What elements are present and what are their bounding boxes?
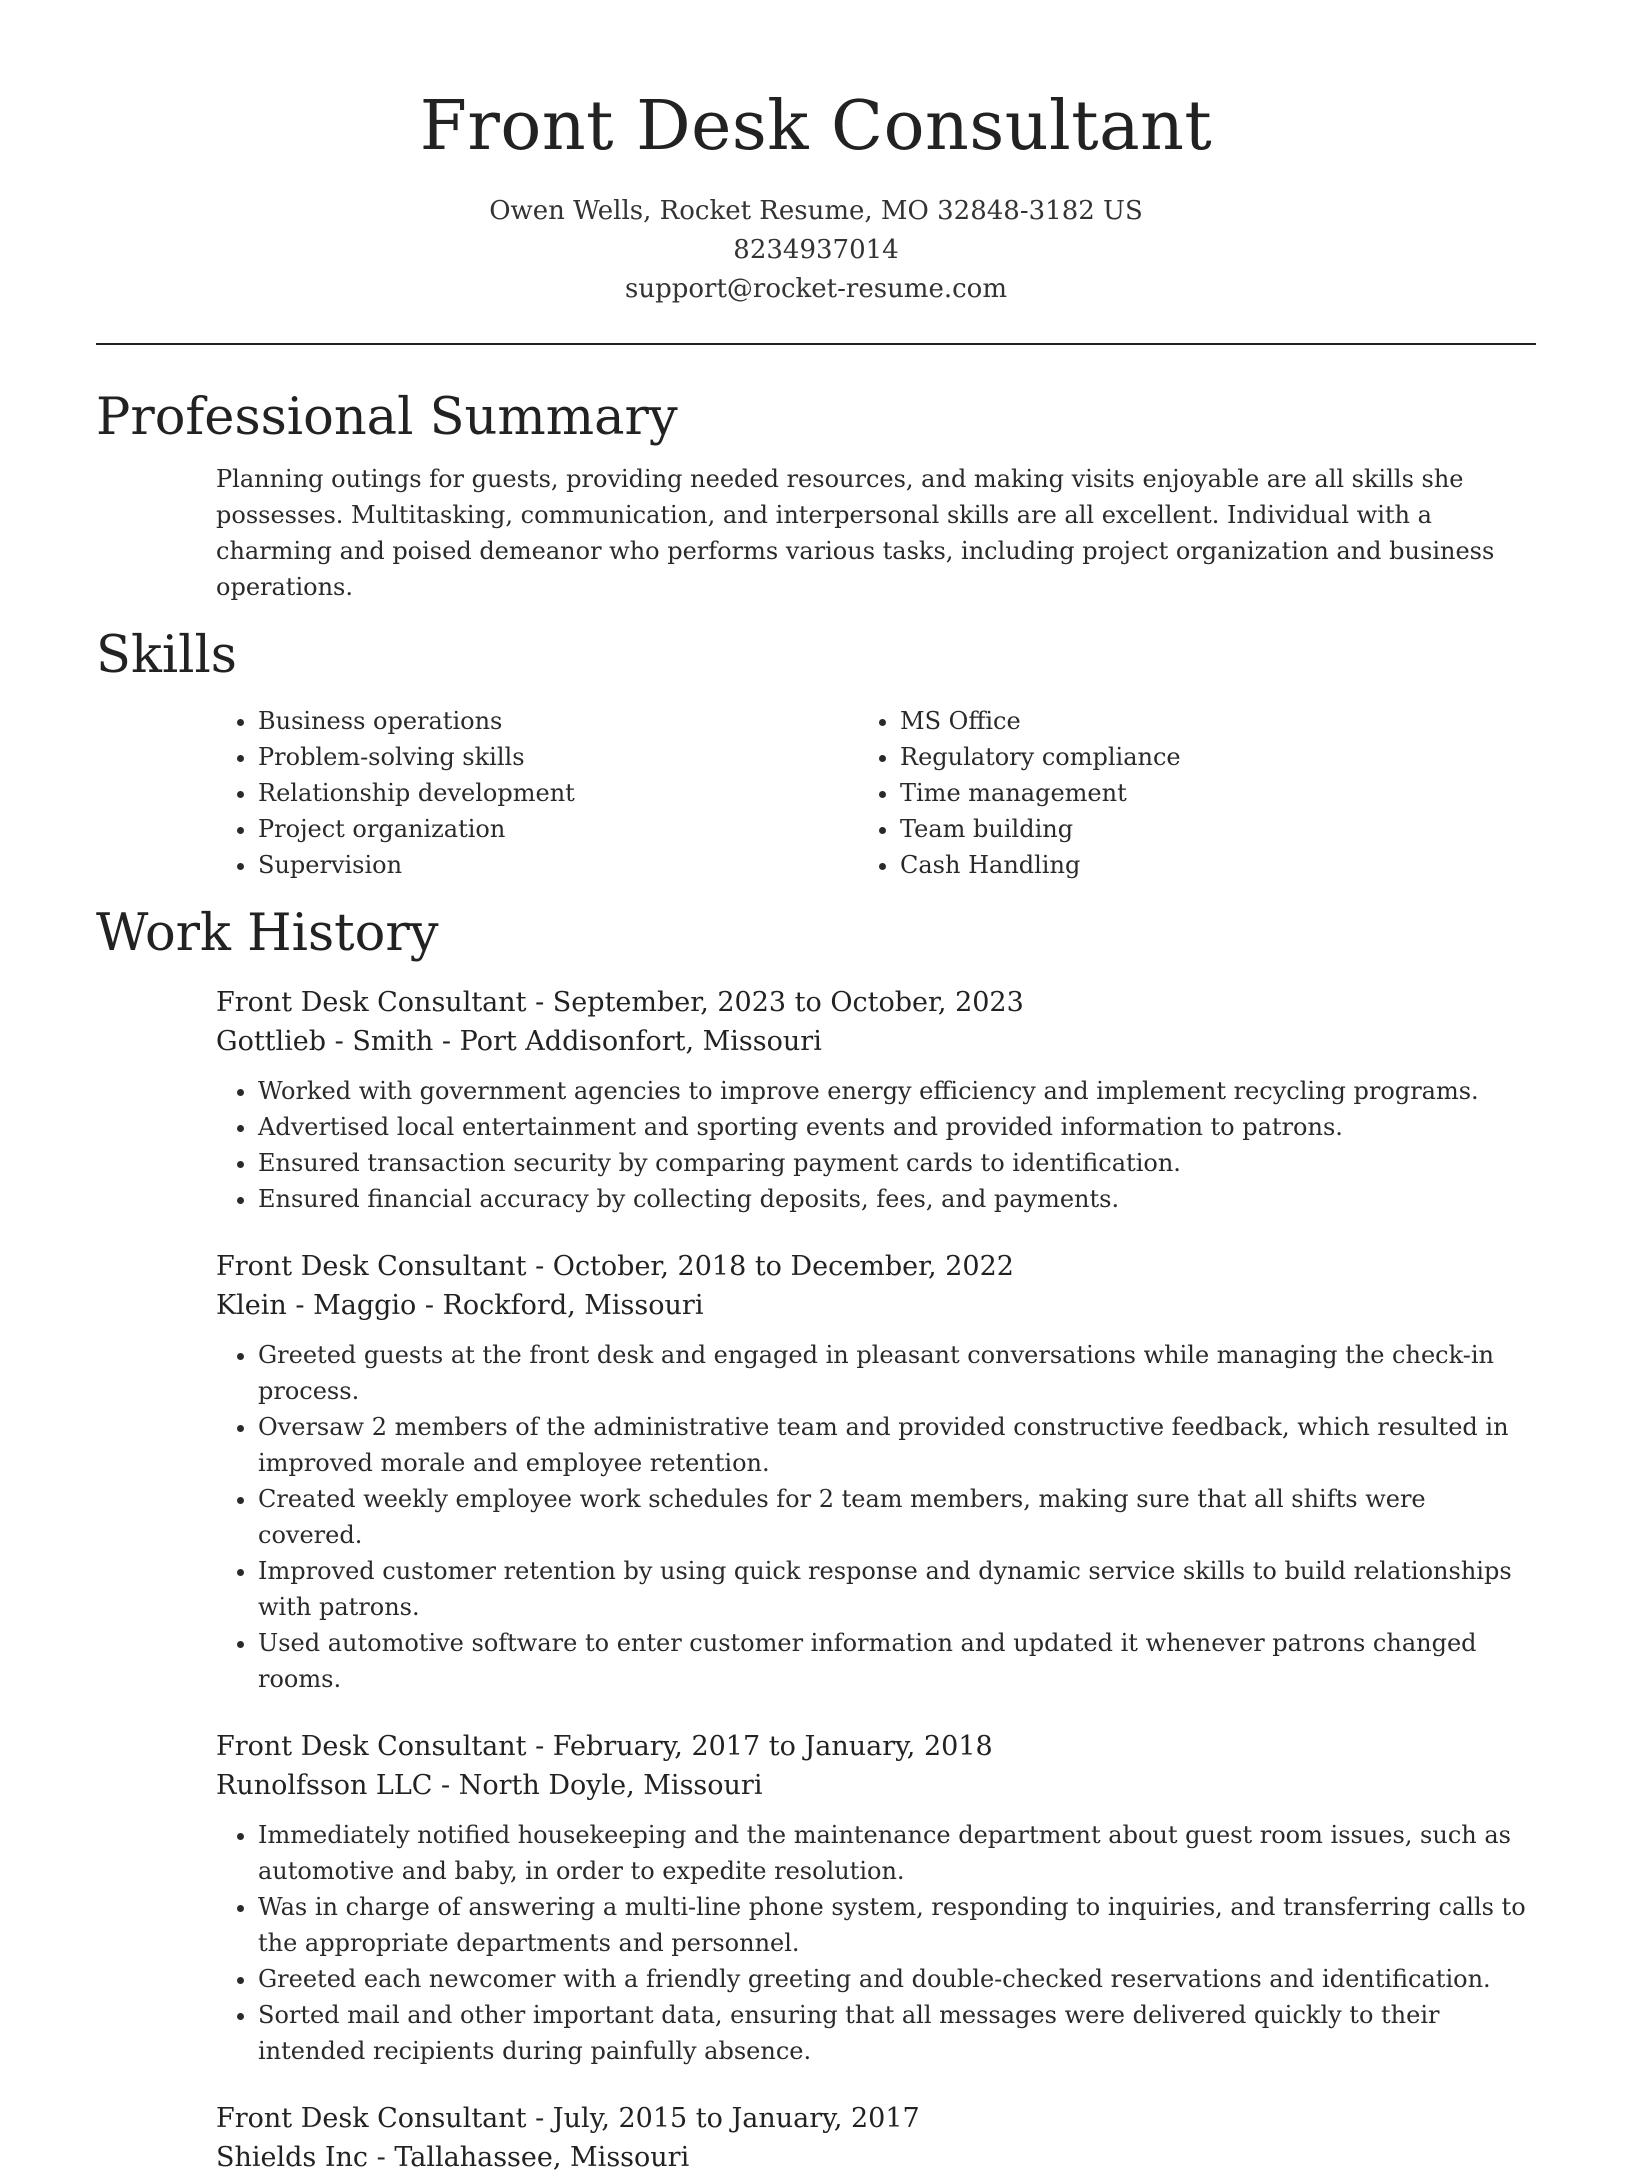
job-company-line (216, 1287, 1536, 1325)
job-entry (96, 983, 1536, 1217)
skills-heading: Skills (96, 626, 237, 685)
contact-phone: 8234937014 (733, 235, 899, 265)
job-entry (96, 2099, 1536, 2177)
job-title-line (216, 2099, 1536, 2139)
job-dates: - February, 2017 to January, 2018 (526, 1731, 993, 1762)
job-location: - Port Addisonfort, Missouri (433, 1026, 822, 1057)
job-company-line (216, 2139, 1536, 2177)
job-bullet: • Worked with government agencies to improve energy efficiency and implement recycling programs. (258, 1073, 1536, 1109)
job-bullet: • Greeted each newcomer with a friendly greeting and double-checked reservations and identification. (258, 1961, 1536, 1997)
contact-address: Owen Wells, Rocket Resume, MO 32848-3182 US (489, 196, 1143, 226)
job-company: Klein - Maggio (216, 1290, 417, 1321)
job-bullet: • Was in charge of answering a multi-line phone system, responding to inquiries, and transferring calls to the appropriate departments and personnel. (258, 1889, 1536, 1961)
job-location: - Rockford, Missouri (416, 1290, 704, 1321)
job-title: Front Desk Consultant (216, 1731, 527, 1762)
job-bullets (216, 1337, 1536, 1697)
job-bullet: • Created weekly employee work schedules for 2 team members, making sure that all shifts were covered. (258, 1481, 1536, 1553)
job-bullets (216, 1073, 1536, 1217)
summary-heading: Professional Summary (96, 388, 678, 447)
work-history-heading: Work History (96, 904, 439, 963)
job-dates: - October, 2018 to December, 2022 (526, 1251, 1014, 1282)
skills-column-left (216, 703, 858, 883)
job-title-line (216, 1727, 1536, 1767)
job-title-line (216, 1247, 1536, 1287)
job-company-line (216, 1767, 1536, 1805)
skill-item: • Team building (900, 811, 1181, 847)
job-company: Runolfsson LLC (216, 1770, 433, 1801)
job-bullet: • Immediately notified housekeeping and the maintenance department about guest room issues, such as automotive and baby, in order to expedite resolution. (258, 1817, 1536, 1889)
skill-item: • Supervision (258, 847, 858, 883)
contact-info (96, 192, 1536, 309)
skill-item: • Relationship development (258, 775, 858, 811)
job-bullets (216, 1817, 1536, 2069)
summary-text: Planning outings for guests, providing needed resources, and making visits enjoyable are all skills she possesses. Multitasking, communication, and interpersonal skills are all excellent. Individual with a charming and poised demeanor who performs various tasks, including project organization and business operations. (216, 465, 1495, 601)
skill-item: • Regulatory compliance (900, 739, 1181, 775)
skills-column-right (858, 703, 1181, 883)
job-title: Front Desk Consultant (216, 987, 527, 1018)
resume-header (96, 0, 1536, 309)
skill-item: • Project organization (258, 811, 858, 847)
job-bullet: • Greeted guests at the front desk and engaged in pleasant conversations while managing the check-in process. (258, 1337, 1536, 1409)
job-entry (96, 1727, 1536, 2069)
contact-email: support@rocket-resume.com (624, 274, 1007, 304)
job-title: Front Desk Consultant (216, 2103, 527, 2134)
header-divider (96, 343, 1536, 345)
job-company-line (216, 1023, 1536, 1061)
job-title-line (216, 983, 1536, 1023)
job-bullet: • Sorted mail and other important data, ensuring that all messages were delivered quickly to their intended recipients during painfully absence. (258, 1997, 1536, 2069)
job-location: - North Doyle, Missouri (432, 1770, 763, 1801)
skill-item: • Cash Handling (900, 847, 1181, 883)
skill-item: • Time management (900, 775, 1181, 811)
job-dates: - September, 2023 to October, 2023 (526, 987, 1024, 1018)
job-location: - Tallahassee, Missouri (368, 2142, 690, 2173)
skills-list (96, 703, 1536, 883)
resume-title: Front Desk Consultant (419, 87, 1213, 166)
job-bullet: • Ensured financial accuracy by collecting deposits, fees, and payments. (258, 1181, 1536, 1217)
skill-item: • MS Office (900, 703, 1181, 739)
job-bullet: • Advertised local entertainment and sporting events and provided information to patrons. (258, 1109, 1536, 1145)
skill-item: • Problem-solving skills (258, 739, 858, 775)
job-bullet: • Used automotive software to enter customer information and updated it whenever patrons changed rooms. (258, 1625, 1536, 1697)
job-company: Shields Inc (216, 2142, 369, 2173)
job-dates: - July, 2015 to January, 2017 (526, 2103, 920, 2134)
job-bullet: • Oversaw 2 members of the administrative team and provided constructive feedback, which resulted in improved morale and employee retention. (258, 1409, 1536, 1481)
job-title: Front Desk Consultant (216, 1251, 527, 1282)
job-entry (96, 1247, 1536, 1697)
skill-item: • Business operations (258, 703, 858, 739)
job-company: Gottlieb - Smith (216, 1026, 434, 1057)
job-bullet: • Ensured transaction security by comparing payment cards to identification. (258, 1145, 1536, 1181)
job-bullet: • Improved customer retention by using quick response and dynamic service skills to build relationships with patrons. (258, 1553, 1536, 1625)
